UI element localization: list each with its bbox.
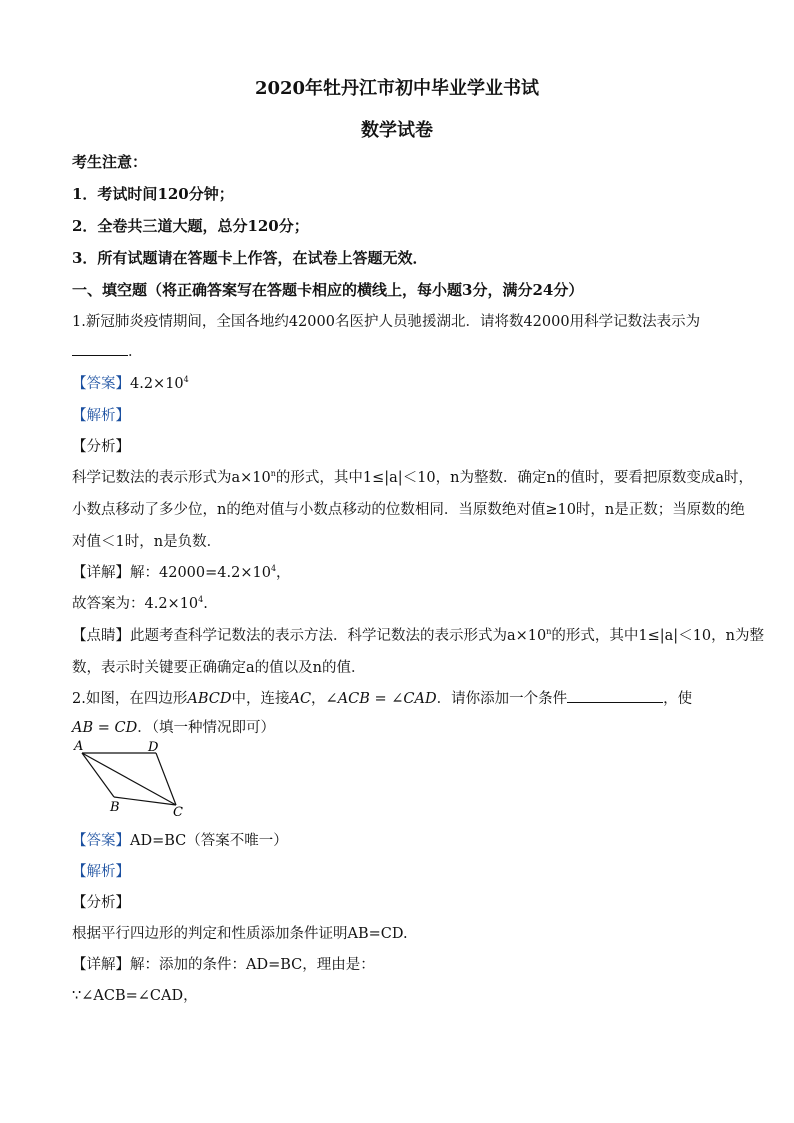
q1-comment-line: 数，表示时关键要正确确定a的值以及n的值． bbox=[72, 660, 366, 676]
analysis-tag: 【解析】 bbox=[72, 864, 130, 880]
quadrilateral-figure bbox=[72, 738, 192, 818]
q1-stem: 1.新冠肺炎疫情期间，全国各地约42000名医护人员驰援湖北．请将数42000用科学记数法表示为 bbox=[72, 314, 701, 330]
q2-stem-line2: AB = CD．（填一种情况即可） bbox=[72, 720, 275, 736]
q2-since: ∵∠ACB=∠CAD， bbox=[72, 988, 198, 1004]
q1-fenxi-line: 对值＜1时，n是负数． bbox=[72, 534, 222, 550]
q2-stem: 2.如图，在四边形ABCD中，连接AC，∠ACB = ∠CAD．请你添加一个条件 ，使 bbox=[72, 687, 692, 708]
q1-answer-line: ． bbox=[72, 340, 143, 361]
answer-blank bbox=[72, 341, 128, 356]
vertex-label-b: B bbox=[110, 800, 120, 815]
diagonal-ac bbox=[82, 753, 176, 805]
section-heading: 一、填空题（将正确答案写在答题卡相应的横线上，每小题3分，满分24分） bbox=[72, 281, 584, 299]
vertex-label-d: D bbox=[148, 740, 159, 755]
q1-result: 故答案为：$4.2\times 10^4$. bbox=[72, 595, 208, 612]
fenxi-tag: 【分析】 bbox=[72, 895, 130, 911]
fenxi-tag: 【分析】 bbox=[72, 439, 130, 455]
segment-ba bbox=[82, 753, 114, 797]
analysis-tag: 【解析】 bbox=[72, 408, 130, 424]
q2-fenxi: 根据平行四边形的判定和性质添加条件证明AB=CD. bbox=[72, 926, 408, 942]
q1-comment: 【点睛】此题考查科学记数法的表示方法．科学记数法的表示形式为$a\times 10^n$的形式，其中1≤|a|＜10，n为整 bbox=[72, 627, 764, 644]
exam-subtitle: 数学试卷 bbox=[361, 120, 433, 141]
vertex-label-c: C bbox=[173, 805, 183, 818]
notice-item: 1．考试时间120分钟； bbox=[72, 185, 234, 203]
segment-dc bbox=[156, 753, 176, 805]
q1-fenxi-line: 小数点移动了多少位，n的绝对值与小数点移动的位数相同．当原数绝对值≥10时，n是正数；当原数的绝 bbox=[72, 502, 745, 518]
q1-fenxi-line: 科学记数法的表示形式为$a\times 10^n$的形式，其中1≤|a|＜10，n为整数．确定n的值时，要看把原数变成a时， bbox=[72, 469, 753, 486]
answer-tag: 【答案】 bbox=[72, 376, 130, 392]
segment-cb bbox=[114, 797, 176, 805]
q2-answer: 【答案】AD=BC（答案不唯一） bbox=[72, 833, 288, 849]
q2-detail: 【详解】解：添加的条件：AD=BC，理由是： bbox=[72, 957, 375, 973]
exam-title: 2020年牡丹江市初中毕业学业书试 bbox=[254, 78, 540, 99]
notice-item: 3．所有试题请在答题卡上作答，在试卷上答题无效． bbox=[72, 249, 428, 267]
q1-detail: 【详解】解：$42000=4.2\times 10^4$， bbox=[72, 564, 291, 581]
vertex-label-a: A bbox=[74, 739, 84, 754]
notice-item: 2．全卷共三道大题，总分120分； bbox=[72, 217, 309, 235]
answer-blank bbox=[567, 688, 663, 703]
q1-answer: 【答案】$4.2\times 10^4$ bbox=[72, 375, 189, 392]
notice-heading: 考生注意： bbox=[72, 153, 148, 171]
